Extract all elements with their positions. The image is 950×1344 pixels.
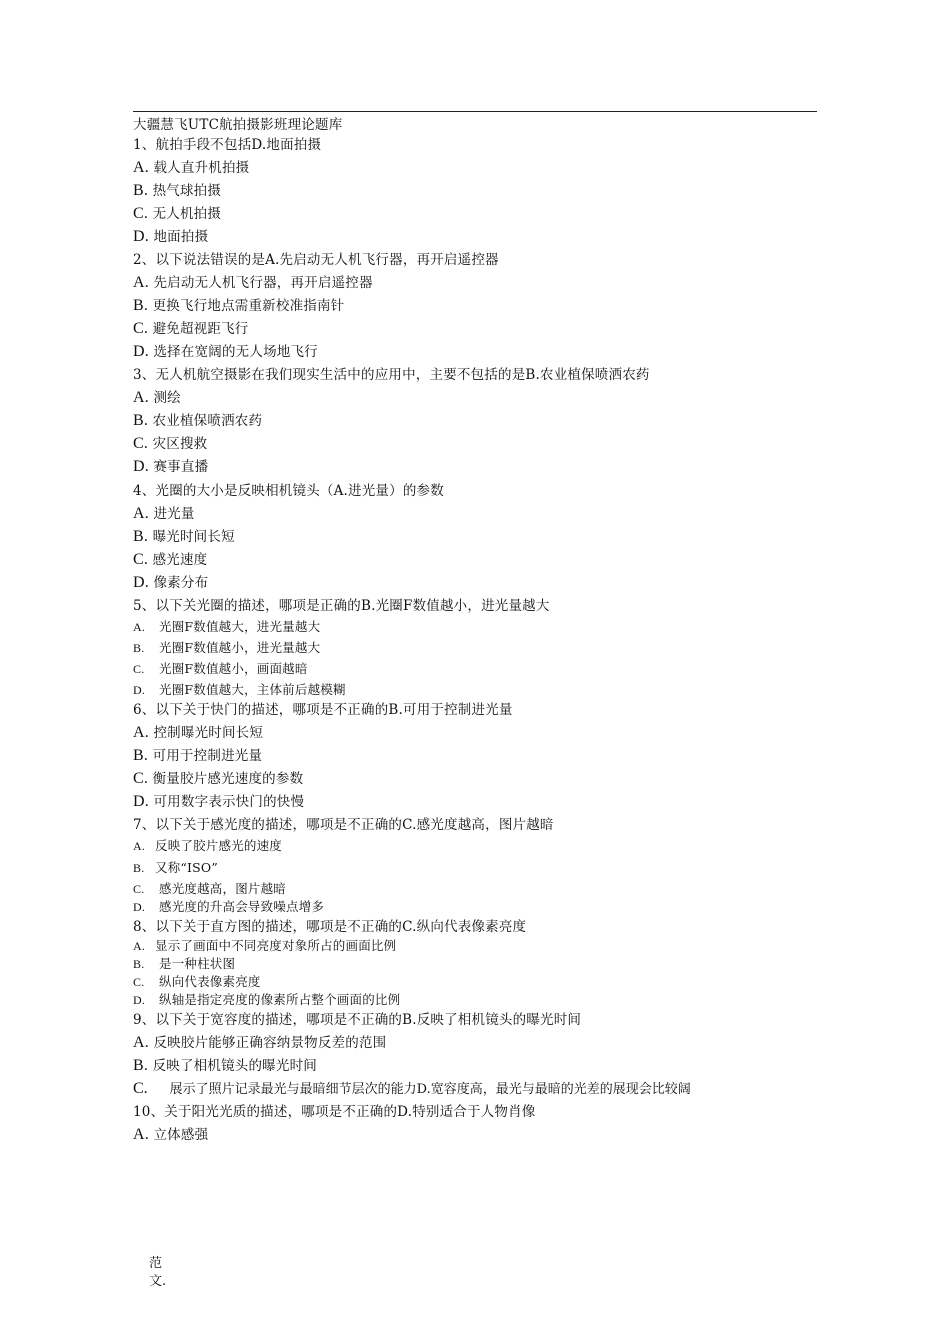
- question-4: 4、光圈的大小是反映相机镜头（A.进光量）的参数: [133, 483, 444, 499]
- footer-text: 范: [149, 1256, 163, 1271]
- option-line: A. 载人直升机拍摄: [133, 159, 250, 176]
- option-line: C. 感光速度: [133, 551, 208, 568]
- option-line: C. 展示了照片记录最光与最暗细节层次的能力D.宽容度高，最光与最暗的光差的展现会比较阔: [133, 1080, 691, 1097]
- option-line: B. 热气球拍摄: [133, 182, 222, 199]
- option-line: D. 选择在宽阔的无人场地飞行: [133, 343, 318, 360]
- document-title: 大疆慧飞UTC航拍摄影班理论题库: [133, 117, 343, 133]
- option-line: C. 避免超视距飞行: [133, 320, 249, 337]
- question-9: 9、以下关于宽容度的描述，哪项是不正确的B.反映了相机镜头的曝光时间: [133, 1012, 582, 1028]
- option-line: D. 纵轴是指定亮度的像素所占整个画面的比例: [133, 992, 401, 1007]
- question-3: 3、无人机航空摄影在我们现实生活中的应用中，主要不包括的是B.农业植保喷洒农药: [133, 367, 650, 383]
- option-line: A. 进光量: [133, 505, 195, 522]
- option-line: D. 赛事直播: [133, 458, 209, 475]
- option-line: A. 先启动无人机飞行器，再开启遥控器: [133, 274, 373, 291]
- option-line: C. 纵向代表像素亮度: [133, 974, 261, 989]
- option-line: A. 测绘: [133, 389, 181, 406]
- option-line: C. 无人机拍摄: [133, 205, 222, 222]
- option-line: B. 可用于控制进光量: [133, 747, 263, 764]
- question-8: 8、以下关于直方图的描述，哪项是不正确的C.纵向代表像素亮度: [133, 919, 527, 935]
- option-line: D. 地面拍摄: [133, 228, 209, 245]
- option-line: C. 灾区搜救: [133, 435, 208, 452]
- footer-text: 文.: [149, 1274, 167, 1289]
- question-7: 7、以下关于感光度的描述，哪项是不正确的C.感光度越高，图片越暗: [133, 817, 554, 833]
- option-line: D. 像素分布: [133, 574, 209, 591]
- question-2: 2、以下说法错误的是A.先启动无人机飞行器，再开启遥控器: [133, 252, 499, 268]
- question-6: 6、以下关于快门的描述，哪项是不正确的B.可用于控制进光量: [133, 702, 513, 718]
- option-line: C. 光圈F数值越小，画面越暗: [133, 661, 308, 676]
- option-line: A. 显示了画面中不同亮度对象所占的画面比例: [133, 938, 397, 953]
- option-line: B. 曝光时间长短: [133, 528, 235, 545]
- option-line: C. 感光度越高，图片越暗: [133, 881, 287, 896]
- option-line: B. 反映了相机镜头的曝光时间: [133, 1057, 317, 1074]
- option-line: B. 光圈F数值越小，进光量越大: [133, 640, 321, 655]
- option-line: A. 反映胶片能够正确容纳景物反差的范围: [133, 1034, 387, 1051]
- question-1: 1、航拍手段不包括D.地面拍摄: [133, 137, 322, 153]
- option-line: B. 农业植保喷洒农药: [133, 412, 263, 429]
- question-5: 5、以下关光圈的描述，哪项是正确的B.光圈F数值越小，进光量越大: [133, 598, 550, 614]
- question-10: 10、关于阳光光质的描述，哪项是不正确的D.特别适合于人物肖像: [133, 1104, 536, 1120]
- option-line: A. 立体感强: [133, 1126, 209, 1143]
- option-line: D. 感光度的升高会导致噪点增多: [133, 899, 325, 914]
- option-line: A. 光圈F数值越大，进光量越大: [133, 619, 321, 634]
- option-line: A. 反映了胶片感光的速度: [133, 838, 283, 853]
- option-line: C. 衡量胶片感光速度的参数: [133, 770, 304, 787]
- option-line: B. 又称“ISO”: [133, 860, 218, 875]
- option-line: B. 是一种柱状图: [133, 956, 236, 971]
- option-line: D. 可用数字表示快门的快慢: [133, 793, 305, 810]
- header-rule: [133, 111, 817, 112]
- option-line: A. 控制曝光时间长短: [133, 724, 264, 741]
- option-line: B. 更换飞行地点需重新校准指南针: [133, 297, 345, 314]
- option-line: D. 光圈F数值越大，主体前后越模糊: [133, 682, 346, 697]
